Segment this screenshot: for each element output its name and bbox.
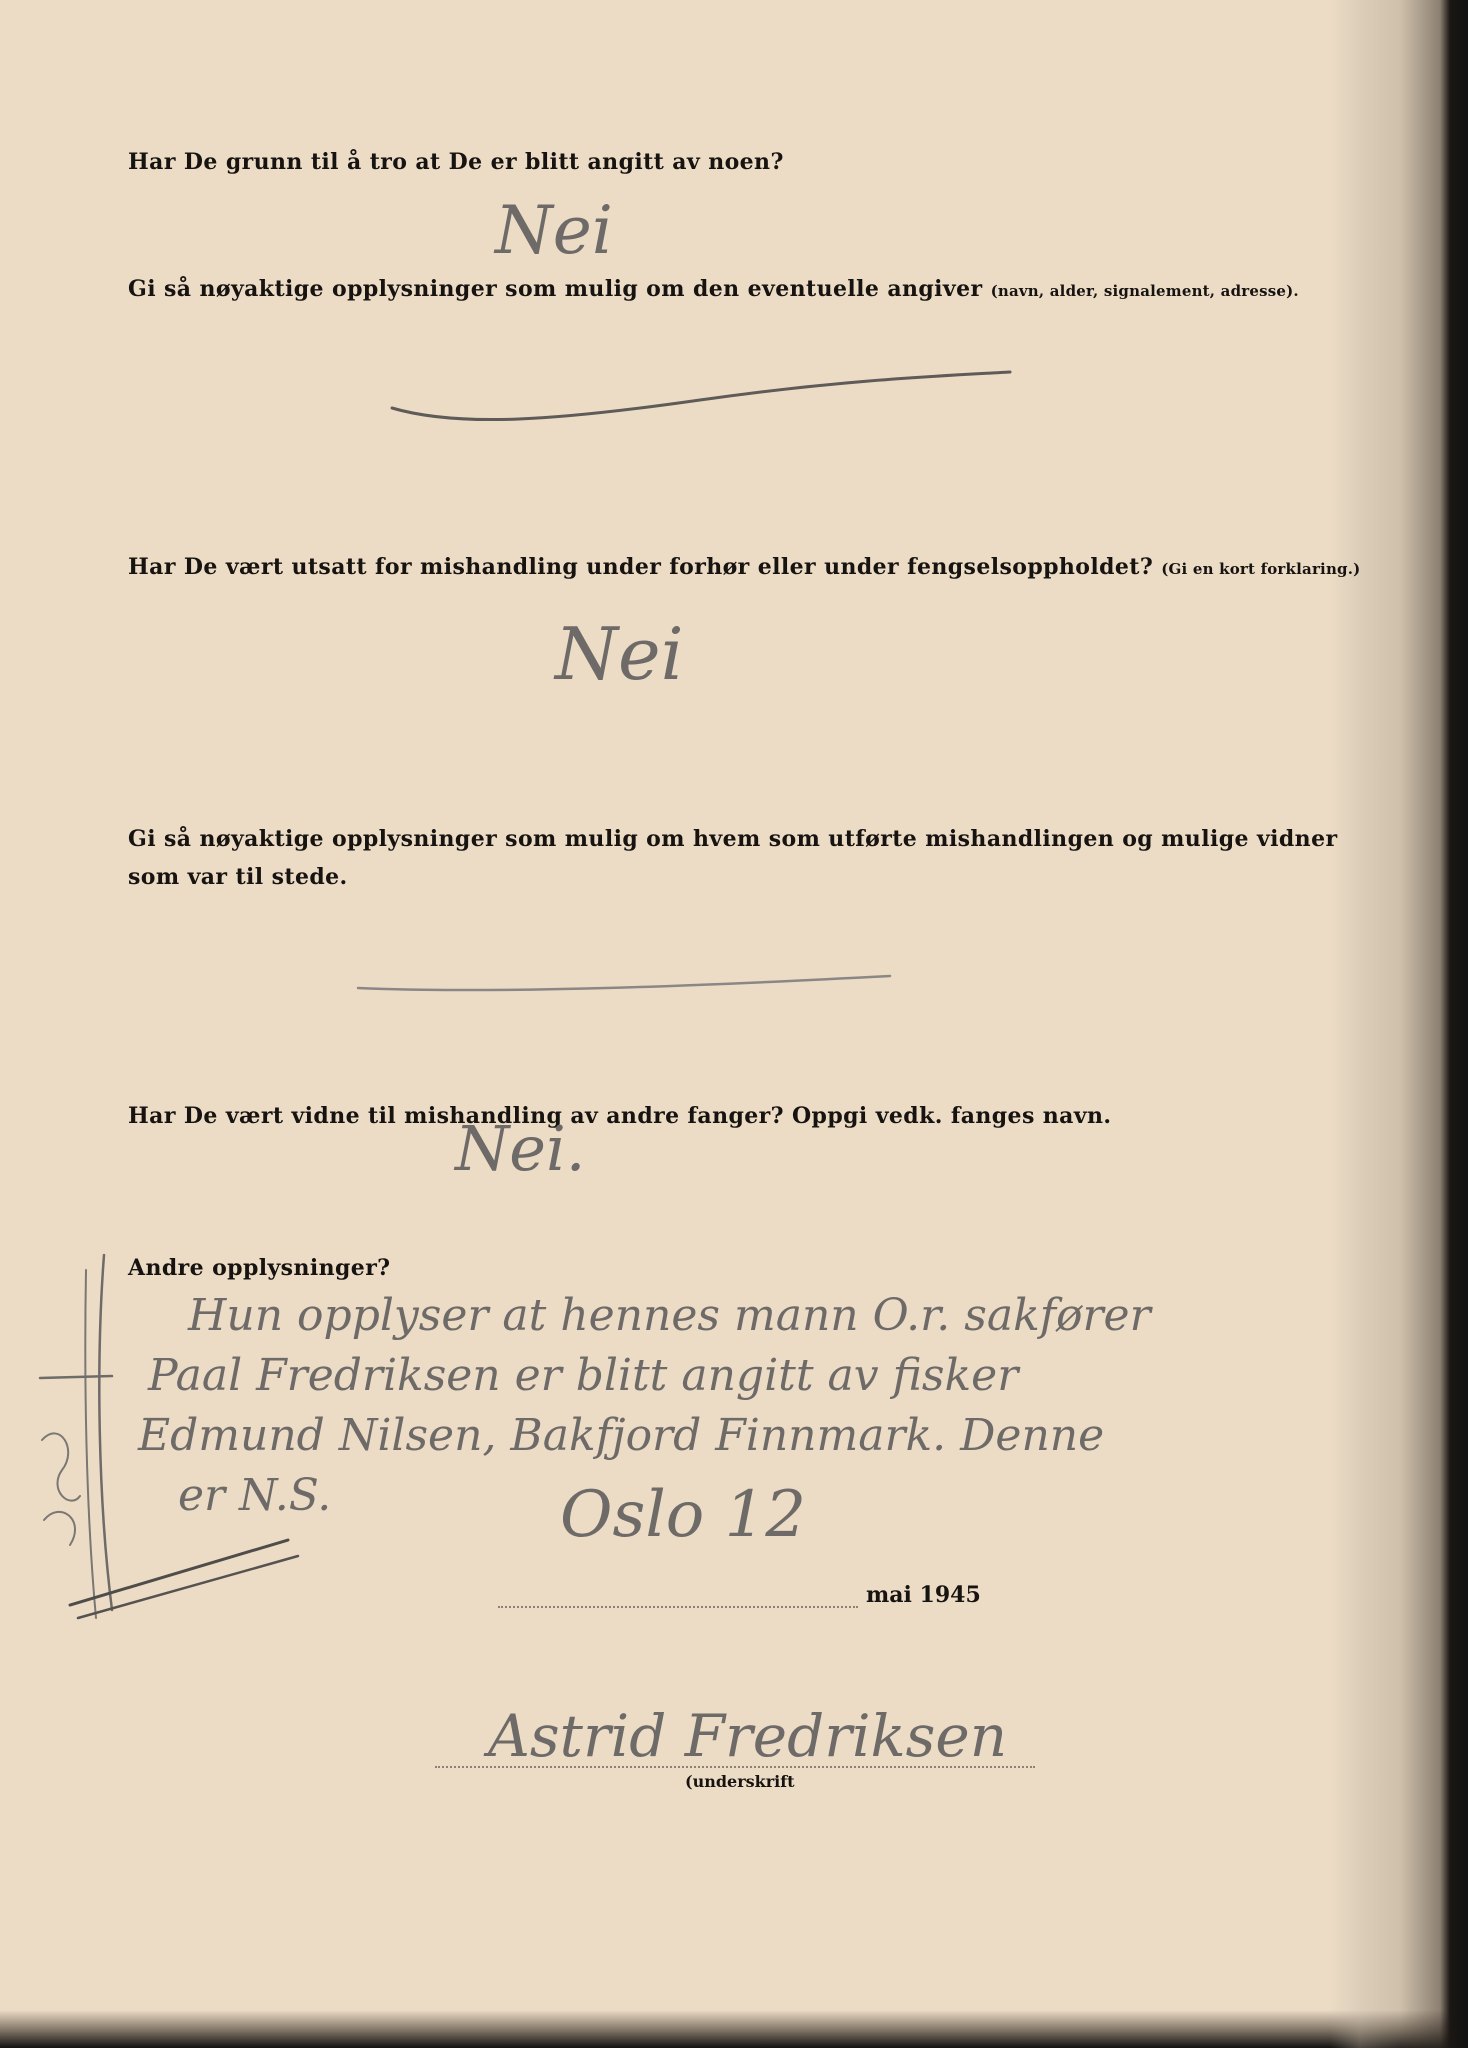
answer-denounced: Nei (495, 192, 613, 269)
question-mistreatment-main: Har De vært utsatt for mishandling under forhør eller under fengselsoppholdet? (128, 554, 1154, 580)
margin-scribble (42, 1433, 80, 1545)
answer-other-line2: Paal Fredriksen er blitt angitt av fisker (148, 1350, 1019, 1401)
margin-bracket-stroke (99, 1255, 112, 1610)
answer-other-line3: Edmund Nilsen, Bakfjord Finnmark. Denne (138, 1410, 1105, 1461)
pencil-dash-informer (392, 372, 1010, 420)
date-place-day: Oslo 12 (560, 1478, 807, 1552)
question-informer-main: Gi så nøyaktige opplysninger som mulig om den eventuelle angiver (128, 276, 983, 302)
question-other-info: Andre opplysninger? (128, 1255, 391, 1281)
question-witness: Har De vært vidne til mishandling av andre fanger? Oppgi vedk. fanges navn. (128, 1103, 1112, 1129)
margin-slash-1 (70, 1540, 288, 1605)
answer-other-line1: Hun opplyser at hennes mann O.r. sakfører (188, 1290, 1151, 1341)
answer-mistreatment: Nei (555, 612, 684, 696)
signature-label: (underskrift (685, 1772, 795, 1791)
pencil-dash-perpetrators (358, 976, 890, 990)
date-month-year: mai 1945 (866, 1582, 981, 1608)
margin-slash-2 (78, 1556, 298, 1618)
answer-witness: Nei. (455, 1112, 586, 1185)
question-perpetrators-line1: Gi så nøyaktige opplysninger som mulig om hvem som utførte mishandlingen og mulige vidner (128, 826, 1338, 852)
question-denounced: Har De grunn til å tro at De er blitt angitt av noen? (128, 149, 784, 175)
question-perpetrators-line2: som var til stede. (128, 864, 348, 890)
question-informer-note: (navn, alder, signalement, adresse). (990, 282, 1299, 300)
margin-tick (40, 1376, 112, 1378)
margin-bracket-stroke-2 (85, 1270, 96, 1618)
answer-other-line4: er N.S. (178, 1470, 332, 1521)
signature-handwritten: Astrid Fredriksen (488, 1702, 1008, 1770)
question-mistreatment-note: (Gi en kort forklaring.) (1161, 560, 1361, 578)
